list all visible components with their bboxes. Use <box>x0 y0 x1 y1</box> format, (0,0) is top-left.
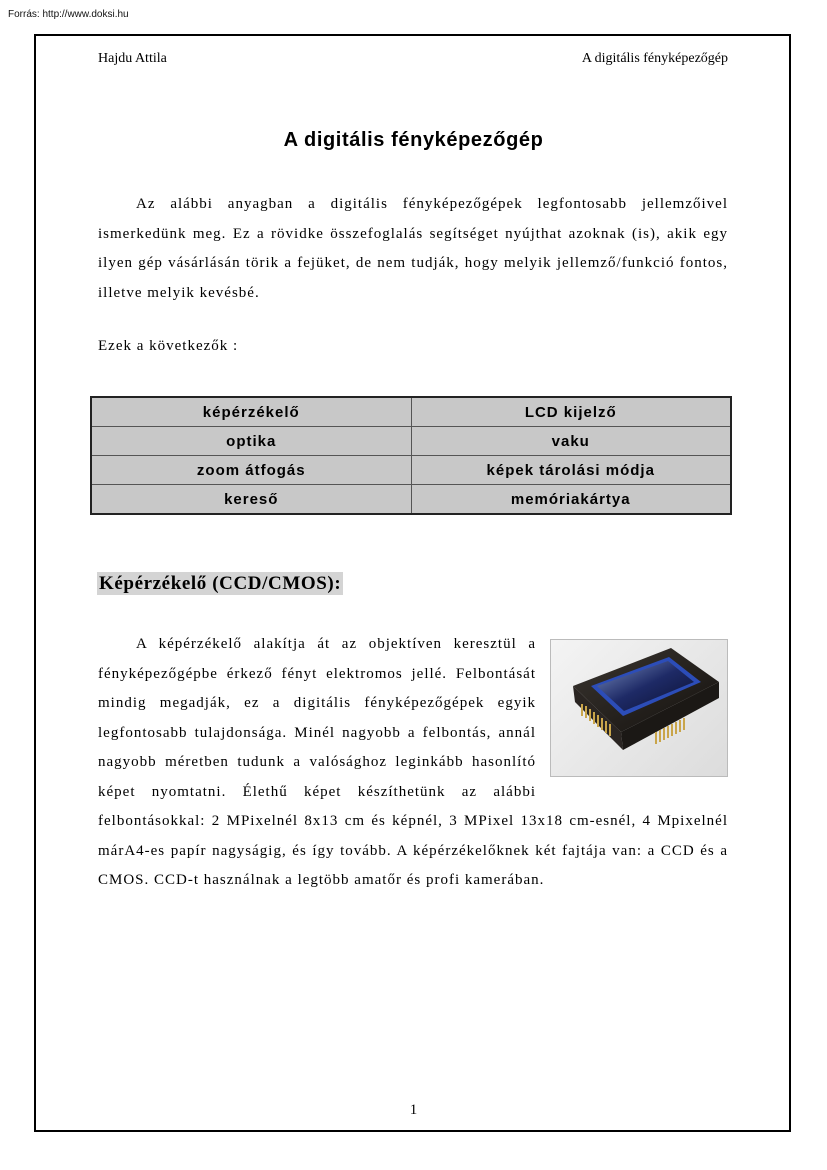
intro-paragraph: Az alábbi anyagban a digitális fényképezőgépek legfontosabb jellemzőivel ismerkedünk meg. Ez a rövidke összefoglalás segítséget nyújthat azoknak (is), akik egy ilyen gép vásárlásán törik a fejüket, de nem tudják, hogy melyik jellemző/funkció fontos, illetve melyik kevésbé. <box>98 196 728 301</box>
table-row <box>91 456 731 485</box>
table-cell: LCD kijelző <box>411 397 731 427</box>
table-row <box>91 397 731 427</box>
header-doc-title: A digitális fényképezőgép <box>581 51 728 66</box>
table-cell: képek tárolási módja <box>411 456 731 485</box>
sensor-chip-photo <box>550 639 728 777</box>
section-text: A képérzékelő alakítja át az objektíven keresztül a fényképezőgépbe érkező fényt elektromos jellé. Felbontását mindig megadják, ez a digitális fényképezőgépek egyik legfontosabb tulajdonsága. Minél nagyobb a felbontás, annál nagyobb méretben tudunk a valósághoz leginkább hasonlító képet nyomtatni. Élethű képet készíthetünk az alábbi felbontásokkal: 2 MPixelnél 8x13 cm és képnél, 3 MPixel 13x18 cm-esnél, 4 Mpixelnél márA4-es papír nagyságig, és így tovább. A képérzékelőknek két fajtája van: a CCD és a CMOS. CCD-t használnak a legtöbb amatőr és profi kamerában. <box>98 636 728 888</box>
section-paragraph <box>98 630 728 930</box>
table-cell: képérzékelő <box>91 397 411 427</box>
source-label: Forrás: http://www.doksi.hu <box>8 9 129 20</box>
table-cell: memóriakártya <box>411 485 731 515</box>
table-cell: vaku <box>411 427 731 456</box>
features-table <box>90 396 732 515</box>
page-title: A digitális fényképezőgép <box>283 129 544 151</box>
header-author: Hajdu Attila <box>98 51 167 66</box>
table-cell: optika <box>91 427 411 456</box>
list-lead: Ezek a következők : <box>98 338 239 354</box>
table-cell: kereső <box>91 485 411 515</box>
table-row <box>91 427 731 456</box>
section-heading: Képérzékelő (CCD/CMOS): <box>99 573 342 594</box>
table-row <box>91 485 731 515</box>
page-number: 1 <box>409 1102 418 1118</box>
table-cell: zoom átfogás <box>91 456 411 485</box>
